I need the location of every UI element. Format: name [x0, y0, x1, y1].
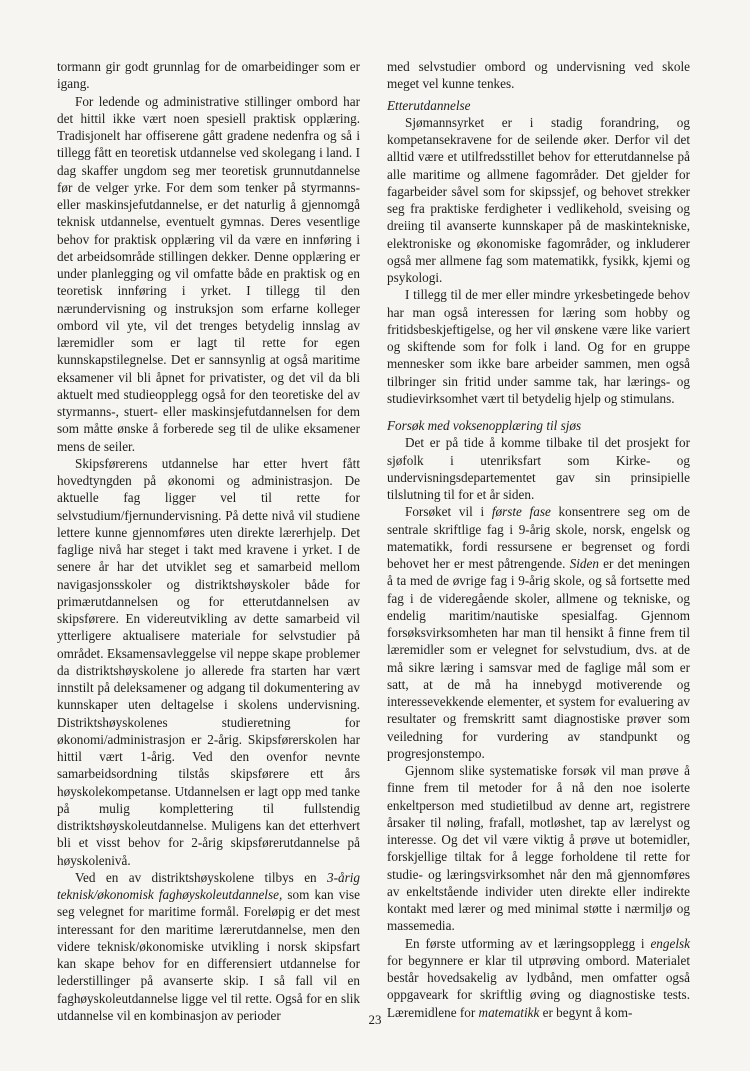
text-segment: er det meningen å ta med de øvrige fag i 9-årig skole, og så fortsette med fag i de videregående skoler, allmene og tekniske, og endelig maritim/nautiske spesialfag. Gjennom forsøksvirksomheten har man til hensikt å finne frem til læremidler som er velegnet for selvstudium, dvs. at de må sikre læring i samsvar med de faglige mål som er satt, at de må ha innebygd motiverende og interessevekkende elementer, et system for evaluering av resultater og fremskritt samt diagnostiske prøver som veiledning for vurdering av standpunkt og progresjonstempo. [387, 556, 690, 761]
page-number: 23 [368, 1012, 382, 1027]
emphasis-faghoyskole: 3-årig teknisk/økonomisk faghøyskoleutdannelse, [57, 869, 360, 902]
paragraph-ledende-stillinger: For ledende og administrative stillinger ombord har det hittil ikke vært noen spesiell praktisk opplæring. Tradisjonelt har offiserene gått gradene nedenfra og så i tillegg fått en teoretisk utdannelse ved skolegang i land. I dag skaffer ungdom seg mer teoretisk grunnutdannelse før de velger yrke. For dem som tenker på styrmanns- eller maskinsjefutdannelse, er det naturlig å gjennomgå teknisk utdannelse, eventuelt gymnas. Deres vesentlige behov for praktisk opplæring vil da være en innføring i det arbeidsområde stillingen dekker. Denne opplæring er under planlegging og vil omfatte både en praktisk og en teoretisk innføring i yrket. I tillegg til den nærundervisning og instruksjon som erfarne kolleger ombord vil yte, vil det trenges betydelig innslag av læremidler som er lagt til rette for egen kunnskapstilegnelse. Det er sannsynlig at også maritime eksamener vil bli åpnet for privatister, og det vil da bli aktuelt med studieopplegg også for den teoretiske del av styrmanns-, stuert- eller maskinsjefutdannelsen for dem som måtte ønske å forberede seg til de ulike eksamener mens de seiler. [57, 93, 360, 454]
text-segment: er begynt å kom- [539, 1004, 633, 1020]
paragraph-sjomannsyrket: Sjømannsyrket er i stadig forandring, og kompetansekravene for de seilende øker. Derfor vil det alltid være et utilfredsstillet behov for etterutdannelse på alle maritime og allmene fagområder. Det gjelder for fagarbeider såvel som for skipssjef, og behovet strekker seg fra praktiske ferdigheter i vedlikehold, sveising og dreiing til avanserte kunnskaper på de maskintekniske, elektroniske og økonomiske fagområder, og inkluderer også mer allmene fag som matematikk, fysikk, kjemi og psykologi. [387, 114, 690, 285]
right-column [387, 58, 690, 1021]
emphasis-engelsk: engelsk [650, 935, 690, 951]
emphasis-matematikk: matematikk [478, 1004, 540, 1020]
paragraph-faghoyskole [57, 869, 360, 1024]
left-column [57, 58, 360, 1024]
text-segment: Forsøket vil i [405, 504, 492, 520]
paragraph-prosjekt: Det er på tide å komme tilbake til det prosjekt for sjøfolk i utenriksfart som Kirke- og undervisningsdepartementet gav sin prinsipielle tilslutning til for et år siden. [387, 435, 690, 502]
emphasis-forste-fase: første fase [491, 504, 551, 520]
paragraph-systematiske-forsok: Gjennom slike systematiske forsøk vil man prøve å finne frem til metoder for å nå den noe isolerte enkeltperson med studietilbud av denne art, registrere årsaker til nøling, frafall, motløshet, tap av lærelyst og interesse. Og det vil være viktig å prøve ut botemidler, forskjellige tiltak for å legge forholdene til rette for studie- og læringsvirksomhet når den må gjennomføres av enkeltstående individer uten direkte eller indirekte kontakt med lærer og med minimal støtte i nærmiljø og massemedia. [387, 763, 690, 934]
text-segment: som kan vise seg velegnet for maritime formål. Foreløpig er det mest interessant for den maritime lærerutdannelse, men den videre teknisk/økonomiske utvikling i norsk skipsfart kan skape behov for en differensiert utdannelse for lederstillinger på avanserte skip. I så fall vil en faghøyskoleutdannelse ligge vel til rette. Også for en slik utdannelse vil en kombinasjon av perioder [57, 887, 360, 1023]
text-segment: for begynnere er klar til utprøving ombord. Materialet består hovedsakelig av lydbånd, men omfatter også oppgaveark for skriftlig øving og diagnostiske tests. Læremidlene for [387, 952, 690, 1020]
paragraph-continuation: tormann gir godt grunnlag for de omarbeidinger som er igang. [57, 59, 360, 92]
emphasis-siden: Siden [569, 556, 599, 571]
paragraph-engelsk-opplegg [387, 935, 690, 1021]
heading-etterutdannelse: Etterutdannelse [387, 97, 471, 113]
text-segment: konsentrere seg om de sentrale skriftlige fag i 9-årig skole, norsk, engelsk og matematikk, fordi ressursene er begrenset og fordi behovet her er mest påtrengende. [387, 504, 690, 571]
paragraph-skipsforer-utdannelse: Skipsførerens utdannelse har etter hvert fått hovedtyngden på økonomi og administrasjon. De aktuelle fag ligger vel til rette for selvstudium/fjernundervisning. På dette nivå vil studiene lettere kunne gjennomføres uten direkte lærerhjelp. Det faglige nivå har steget i takt med kravene i yrket. I de senere år har det utviklet seg et samarbeid mellom navigasjonsskoler og distriktshøyskoler både for primærutdannelsen og for etterutdannelsen av skipsførere. En videreutvikling av dette samarbeid vil ytterligere aktualisere materiale for selvstudier på området. Eksamensavleggelse vil neppe skape problemer da distriktshøyskolene jo allerede fra starten har vært innstilt på deleksamener og adgang til dokumentering av kunnskaper uten deltagelse i skolens undervisning. Distriktshøyskolenes studieretning for økonomi/administrasjon er 2-årig. Skipsførerskolen har hittil vært 1-årig. Ved den ovenfor nevnte samarbeidsordning tilstås skipsførere ett års høyskolekompetanse. Utdannelsen er lagt opp med tanke på mulig komplettering til fullstendig distriktshøyskoleutdannelse. Muligens kan det etterhvert bli et visst behov for 2-årig skipsførerutdannelse på høyskolenivå. [57, 455, 360, 868]
heading-forsok-voksenopplaering: Forsøk med voksenopplæring til sjøs [387, 418, 582, 433]
paragraph-forste-fase [387, 503, 690, 762]
text-segment: Ved en av distriktshøyskolene tilbys en [75, 869, 328, 885]
paragraph-yrkesbetingede: I tillegg til de mer eller mindre yrkesbetingede behov har man også interessen for læring som hobby og fritidsbeskjeftigelse, og her vil ønskene være like variert og skiftende som for folk i land. Og for en gruppe mennesker som ikke bare arbeider sammen, men også tilbringer sin fritid under samme tak, har lærings- og studievirksomhet vært til betydelig hjelp og stimulans. [387, 287, 690, 406]
text-segment: En første utforming av et læringsopplegg i [405, 935, 651, 951]
paragraph-continuation-right: med selvstudier ombord og undervisning ved skole meget vel kunne tenkes. [387, 59, 690, 92]
